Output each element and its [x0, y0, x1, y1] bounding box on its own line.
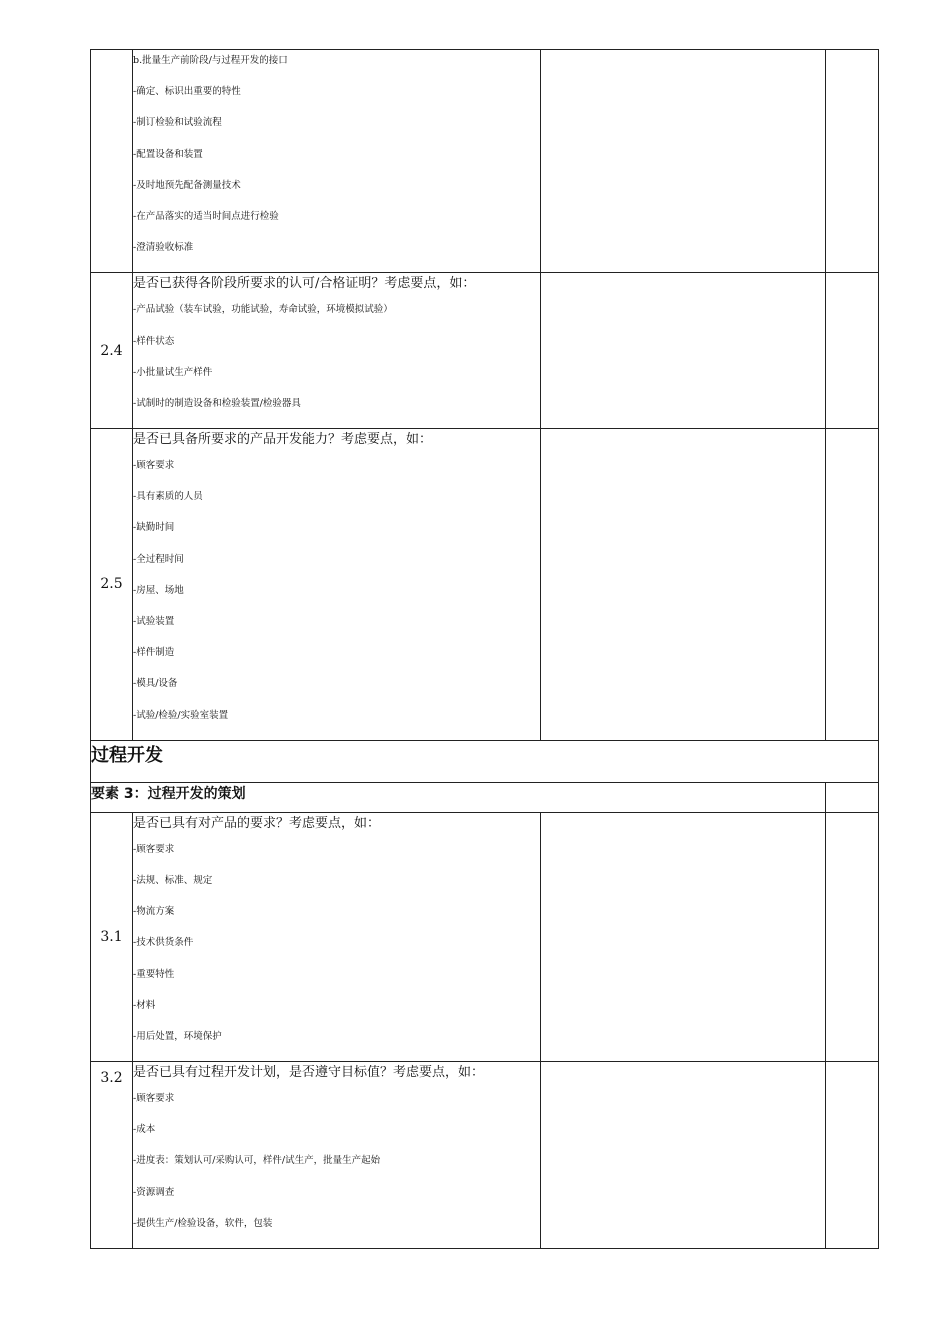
list-item: -材料 — [133, 999, 156, 1011]
list-item: -确定、标识出重要的特性 — [133, 86, 241, 98]
element-row — [91, 782, 879, 812]
question-cell — [133, 429, 541, 741]
list-item: -产品试验（装车试验，功能试验，寿命试验，环境模拟试验） — [133, 304, 393, 316]
notes-cell[interactable] — [541, 429, 826, 741]
list-item: -试制时的制造设备和检验装置/检验器具 — [133, 397, 301, 409]
list-item: -及时地预先配备测量技术 — [133, 179, 241, 191]
table-row — [91, 50, 879, 273]
item-number: 3.1 — [91, 812, 133, 1061]
list-item: -顾客要求 — [133, 843, 175, 855]
list-item: -用后处置，环境保护 — [133, 1030, 222, 1042]
list-item: -小批量试生产样件 — [133, 366, 213, 378]
list-item: -提供生产/检验设备，软件，包装 — [133, 1217, 273, 1229]
item-number — [91, 50, 133, 273]
table-row — [91, 812, 879, 1061]
list-item: -具有素质的人员 — [133, 491, 203, 503]
list-item: -进度表：策划认可/采购认可，样件/试生产，批量生产起始 — [133, 1155, 381, 1167]
list-item: -试验装置 — [133, 616, 175, 627]
notes-cell[interactable] — [541, 1062, 826, 1249]
list-item: -成本 — [133, 1124, 156, 1136]
list-item: -样件状态 — [133, 335, 175, 347]
list-item: -技术供货条件 — [133, 937, 194, 949]
table-row — [91, 1062, 879, 1249]
list-item: -重要特性 — [133, 968, 175, 980]
table-row — [91, 429, 879, 741]
item-number: 2.4 — [91, 273, 133, 429]
score-cell[interactable] — [826, 782, 879, 812]
score-cell[interactable] — [826, 429, 879, 741]
list-item: -模具/设备 — [133, 678, 178, 690]
list-item: -法规、标准、规定 — [133, 874, 213, 886]
list-item: -样件制造 — [133, 647, 175, 659]
list-item: -配置设备和装置 — [133, 148, 203, 160]
list-item: b.批量生产前阶段/与过程开发的接口 — [133, 55, 288, 66]
list-item: -试验/检验/实验室装置 — [133, 709, 229, 721]
item-number: 3.2 — [91, 1062, 133, 1249]
list-item: -全过程时间 — [133, 553, 184, 565]
question-text: 是否已具备所要求的产品开发能力？考虑要点，如： — [133, 432, 433, 448]
list-item: -澄清验收标准 — [133, 242, 194, 254]
question-cell — [133, 50, 541, 273]
list-item: -房屋、场地 — [133, 584, 184, 596]
question-cell — [133, 273, 541, 429]
question-text: 是否已具有对产品的要求？考虑要点，如： — [133, 815, 381, 831]
score-cell[interactable] — [826, 50, 879, 273]
notes-cell[interactable] — [541, 50, 826, 273]
question-cell — [133, 812, 541, 1061]
list-item: -物流方案 — [133, 906, 175, 918]
list-item: -制订检验和试验流程 — [133, 117, 222, 129]
notes-cell[interactable] — [541, 273, 826, 429]
list-item: -顾客要求 — [133, 460, 175, 472]
score-cell[interactable] — [826, 273, 879, 429]
question-cell — [133, 1062, 541, 1249]
list-item: -在产品落实的适当时间点进行检验 — [133, 210, 279, 222]
list-item: -顾客要求 — [133, 1093, 175, 1105]
score-cell[interactable] — [826, 812, 879, 1061]
question-text: 是否已获得各阶段所要求的认可/合格证明？考虑要点，如： — [133, 276, 476, 292]
score-cell[interactable] — [826, 1062, 879, 1249]
section-row — [91, 740, 879, 782]
list-item: -资源调查 — [133, 1186, 175, 1198]
list-item: -缺勤时间 — [133, 522, 175, 534]
item-number: 2.5 — [91, 429, 133, 741]
element-title: 要素 3：过程开发的策划 — [91, 782, 826, 812]
section-title: 过程开发 — [91, 740, 879, 782]
audit-checklist-table — [90, 49, 879, 1249]
question-text: 是否已具有过程开发计划，是否遵守目标值？考虑要点，如： — [133, 1065, 485, 1081]
notes-cell[interactable] — [541, 812, 826, 1061]
table-row — [91, 273, 879, 429]
